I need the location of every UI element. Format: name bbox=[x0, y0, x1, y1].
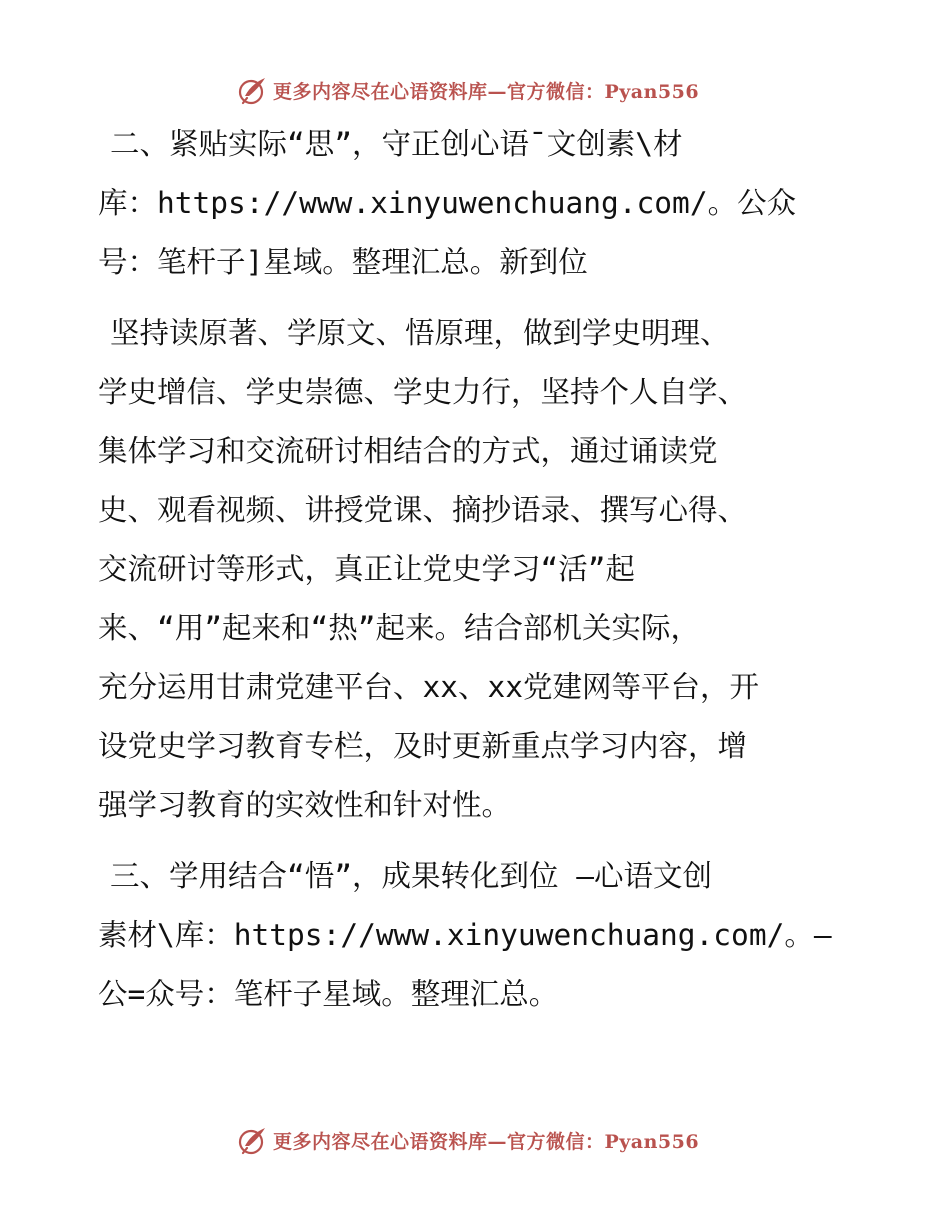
text-line: 学史增信、学史崇德、学史力行，坚持个人自学、 bbox=[98, 375, 748, 409]
text-line: 二、紧贴实际“思”，守正创心语¯文创素\材 bbox=[110, 127, 683, 161]
paragraph-section-two-heading bbox=[98, 115, 858, 292]
text-line: 坚持读原著、学原文、悟原理，做到学史明理、 bbox=[110, 316, 730, 350]
watermark-text: 更多内容尽在心语资料库—官方微信：Pyan556 bbox=[272, 1130, 700, 1153]
paragraph-section-three-heading bbox=[98, 847, 858, 1024]
document-body bbox=[98, 115, 858, 1036]
text-line: 素材\库：https://www.xinyuwenchuang.com/。— bbox=[98, 918, 832, 952]
text-line: 库：https://www.xinyuwenchuang.com/。公众 bbox=[98, 186, 797, 220]
text-line: 三、学用结合“悟”，成果转化到位 —心语文创 bbox=[110, 859, 713, 893]
text-line: 来、“用”起来和“热”起来。结合部机关实际， bbox=[98, 611, 701, 645]
header-watermark bbox=[0, 70, 950, 110]
watermark-text: 更多内容尽在心语资料库—官方微信：Pyan556 bbox=[272, 80, 700, 103]
text-line: 强学习教育的实效性和针对性。 bbox=[98, 788, 512, 822]
footer-watermark bbox=[0, 1120, 950, 1160]
text-line: 集体学习和交流研讨相结合的方式，通过诵读党 bbox=[98, 434, 718, 468]
text-line: 交流研讨等形式，真正让党史学习“活”起 bbox=[98, 552, 636, 586]
text-line: 设党史学习教育专栏，及时更新重点学习内容，增 bbox=[98, 729, 748, 763]
text-line: 充分运用甘肃党建平台、xx、xx党建网等平台，开 bbox=[98, 670, 760, 704]
quill-logo-icon bbox=[237, 74, 269, 106]
text-line: 史、观看视频、讲授党课、摘抄语录、撰写心得、 bbox=[98, 493, 748, 527]
paragraph-section-two-body bbox=[98, 304, 858, 835]
text-line: 公=众号：笔杆子星域。整理汇总。 bbox=[98, 977, 559, 1011]
text-line: 号：笔杆子]星域。整理汇总。新到位 bbox=[98, 245, 588, 279]
quill-logo-icon bbox=[237, 1124, 269, 1156]
